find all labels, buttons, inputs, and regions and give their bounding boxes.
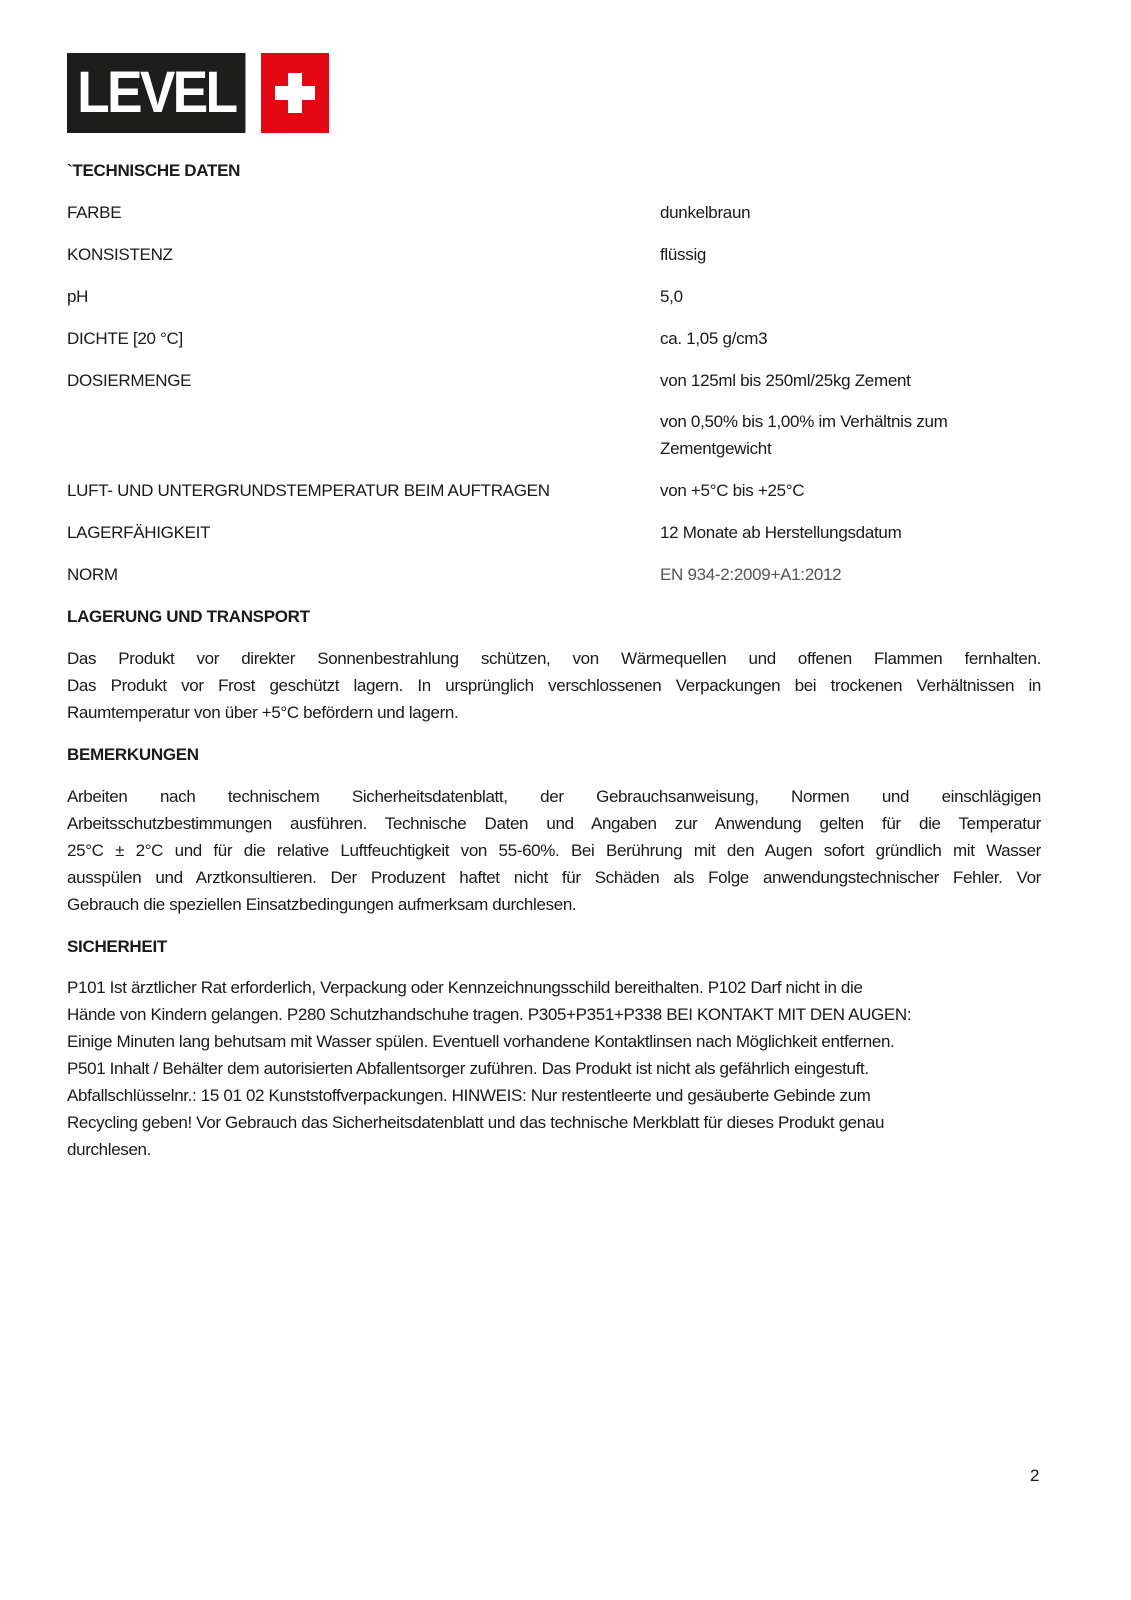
value-lagerfaehigkeit: 12 Monate ab Herstellungsdatum (660, 523, 902, 542)
plus-icon (261, 53, 329, 133)
text-line: Hände von Kindern gelangen. P280 Schutzhandschuhe tragen. P305+P351+P338 BEI KONTAKT MIT DEN AUGEN: (67, 1005, 912, 1024)
logo-text: LEVEL (67, 53, 245, 133)
label-farbe: FARBE (67, 203, 122, 222)
page-number: 2 (1030, 1466, 1040, 1485)
text-line: Recycling geben! Vor Gebrauch das Sicherheitsdatenblatt und das technische Merkblatt für dieses Produkt genau (67, 1113, 885, 1132)
label-dichte: DICHTE [20 °C] (67, 329, 183, 348)
text-line: Das Produkt vor Frost geschützt lagern. In ursprünglich verschlossenen Verpackungen bei trockenen Verhältnissen in (67, 676, 1041, 695)
section-heading-lagerung: LAGERUNG UND TRANSPORT (67, 607, 310, 626)
value-ph: 5,0 (660, 287, 683, 306)
text-line: 25°C ± 2°C und für die relative Luftfeuchtigkeit von 55-60%. Bei Berührung mit den Augen sofort gründlich mit Wasser (67, 841, 1041, 860)
section-heading-sicherheit: SICHERHEIT (67, 937, 167, 956)
value-konsistenz: flüssig (660, 245, 707, 264)
value-norm: EN 934-2:2009+A1:2012 (660, 565, 842, 584)
label-konsistenz: KONSISTENZ (67, 245, 173, 264)
text-line: Abfallschlüsselnr.: 15 01 02 Kunststoffverpackungen. HINWEIS: Nur restentleerte und gesäuberte Gebinde zum (67, 1086, 871, 1105)
sicherheit-paragraph (67, 974, 1041, 1163)
label-lagerfaehigkeit: LAGERFÄHIGKEIT (67, 523, 211, 542)
text-line: Einige Minuten lang behutsam mit Wasser spülen. Eventuell vorhandene Kontaktlinsen nach Möglichkeit entfernen. (67, 1032, 895, 1051)
value-farbe: dunkelbraun (660, 203, 751, 222)
label-norm: NORM (67, 565, 118, 584)
level-plus-logo (67, 53, 329, 133)
value-dichte: ca. 1,05 g/cm3 (660, 329, 768, 348)
value-dosiermenge-percent: von 0,50% bis 1,00% im Verhältnis zum (660, 412, 948, 431)
text-line: durchlesen. (67, 1140, 152, 1159)
label-dosiermenge: DOSIERMENGE (67, 371, 192, 390)
value-dosiermenge-percent-cont: Zementgewicht (660, 439, 772, 458)
label-ph: pH (67, 287, 89, 306)
value-dosiermenge: von 125ml bis 250ml/25kg Zement (660, 371, 911, 390)
text-line: P501 Inhalt / Behälter dem autorisierten Abfallentsorger zuführen. Das Produkt ist nicht als gefährlich eingestuft. (67, 1059, 869, 1078)
section-heading-technische-daten: `TECHNISCHE DATEN (67, 161, 241, 180)
text-line: Raumtemperatur von über +5°C befördern und lagern. (67, 703, 459, 722)
value-temperatur: von +5°C bis +25°C (660, 481, 805, 500)
bemerkungen-paragraph (67, 783, 1041, 918)
text-line: ausspülen und Arztkonsultieren. Der Produzent haftet nicht für Schäden als Folge anwendungstechnischer Fehler. Vor (67, 868, 1041, 887)
text-line: P101 Ist ärztlicher Rat erforderlich, Verpackung oder Kennzeichnungsschild bereithalten. P102 Darf nicht in die (67, 978, 863, 997)
lagerung-paragraph (67, 645, 1041, 726)
text-line: Arbeiten nach technischem Sicherheitsdatenblatt, der Gebrauchsanweisung, Normen und einschlägigen (67, 787, 1041, 806)
text-line: Das Produkt vor direkter Sonnenbestrahlung schützen, von Wärmequellen und offenen Flammen fernhalten. (67, 649, 1041, 668)
section-heading-bemerkungen: BEMERKUNGEN (67, 745, 199, 764)
text-line: Arbeitsschutzbestimmungen ausführen. Technische Daten und Angaben zur Anwendung gelten für die Temperatur (67, 814, 1041, 833)
text-line: Gebrauch die speziellen Einsatzbedingungen aufmerksam durchlesen. (67, 895, 577, 914)
label-temperatur: LUFT- UND UNTERGRUNDSTEMPERATUR BEIM AUFTRAGEN (67, 481, 550, 500)
